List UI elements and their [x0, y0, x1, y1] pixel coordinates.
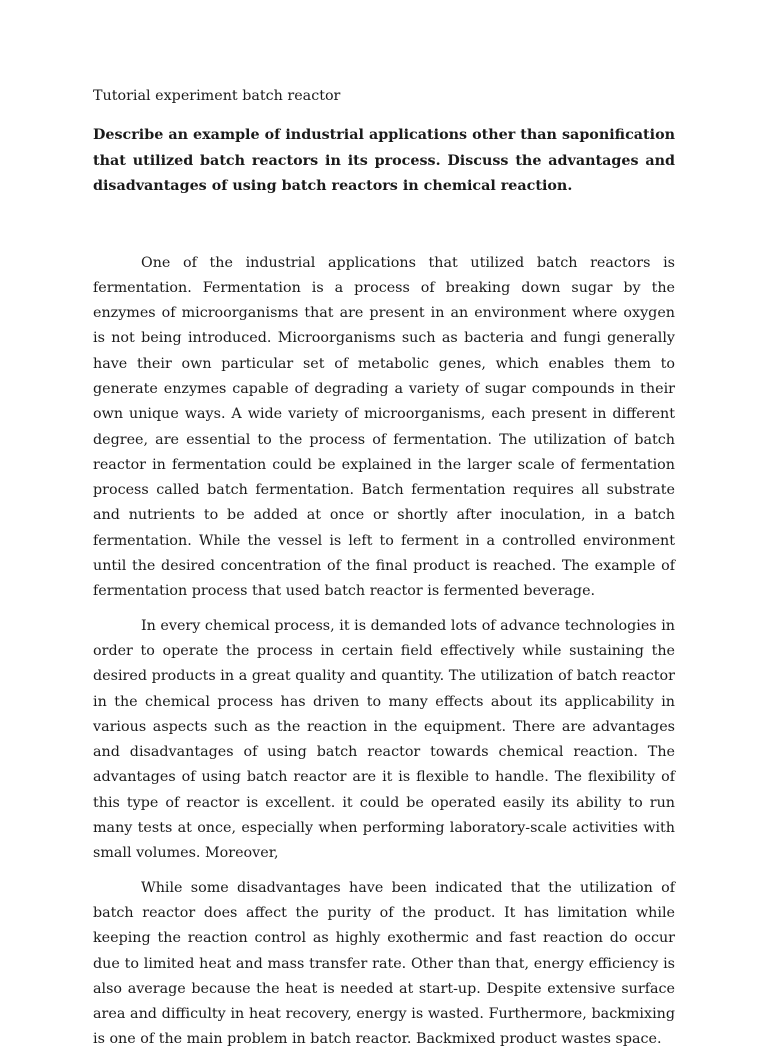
paragraph-disadvantages: While some disadvantages have been indicated that the utilization of batch reactor does affect the purity of the product. It has limitation while keeping the reaction control as highly exothermic and fast reaction do occur due to limited heat and mass transfer rate. Other than that, energy efficiency is also average because the heat is needed at start-up. Despite extensive surface area and difficulty in heat recovery, energy is wasted. Furthermore, backmixing is one of the main problem in batch reactor. Backmixed product wastes space. [93, 879, 675, 1048]
paragraph-advantages: In every chemical process, it is demanded lots of advance technologies in order to operate the process in certain field effectively while sustaining the desired products in a great quality and quantity. The utilization of batch reactor in the chemical process has driven to many effects about its applicability in various aspects such as the reaction in the equipment. There are advantages and disadvantages of using batch reactor towards chemical reaction. The advantages of using batch reactor are it is flexible to handle. The flexibility of this type of reactor is excellent. it could be operated easily its ability to run many tests at once, especially when performing laboratory-scale activities with small volumes. Moreover, [93, 617, 675, 862]
question-text: Describe an example of industrial applications other than saponification that utilized batch reactors in its process. Discuss the advantages and disadvantages of using batch reactors in chemical reaction. [93, 127, 675, 194]
paragraph-fermentation: One of the industrial applications that utilized batch reactors is fermentation. Fermentation is a process of breaking down sugar by the enzymes of microorganisms that are present in an environment where oxygen is not being introduced. Microorganisms such as bacteria and fungi generally have their own particular set of metabolic genes, which enables them to generate enzymes capable of degrading a variety of sugar compounds in their own unique ways. A wide variety of microorganisms, each present in different degree, are essential to the process of fermentation. The utilization of batch reactor in fermentation could be explained in the larger scale of fermentation process called batch fermentation. Batch fermentation requires all substrate and nutrients to be added at once or shortly after inoculation, in a batch fermentation. While the vessel is left to ferment in a controlled environment until the desired concentration of the final product is reached. The example of fermentation process that used batch reactor is fermented beverage. [93, 254, 675, 600]
document-title: Tutorial experiment batch reactor [93, 88, 341, 104]
document-page [93, 86, 675, 1053]
